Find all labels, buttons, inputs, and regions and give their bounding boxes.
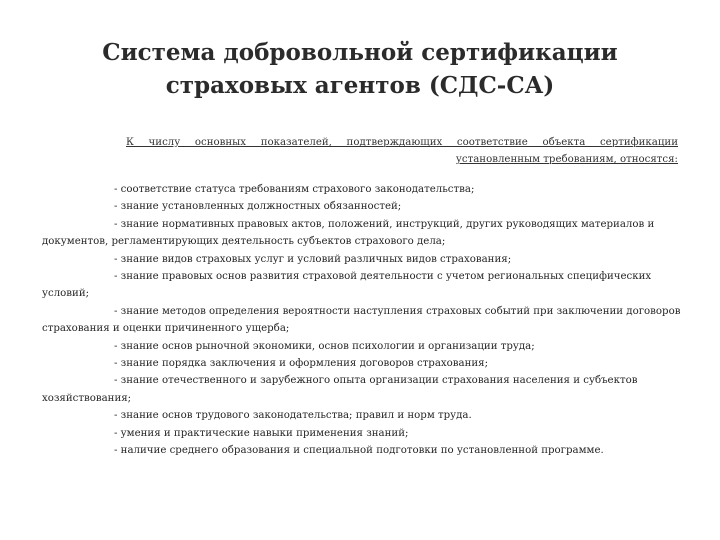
slide-title-line-1: Система добровольной сертификации (102, 39, 618, 66)
list-item: - соответствие статуса требованиям страхового законодательства; (114, 184, 475, 195)
list-item: - умения и практические навыки применения знаний; (114, 427, 409, 439)
list-item: - знание методов определения вероятности наступления страховых событий при заключении договоров страхования и оценки причиненного ущерба; (42, 305, 681, 335)
list-item: - знание порядка заключения и оформления договоров страхования; (114, 358, 489, 370)
list-item: - знание установленных должностных обязанностей; (114, 201, 402, 213)
list-item: - наличие среднего образования и специальной подготовки по установленной программе. (114, 445, 604, 457)
list-item: - знание видов страховых услуг и условий различных видов страхования; (114, 253, 512, 265)
list-item: - знание основ рыночной экономики, основ психологии и организации труда; (114, 340, 535, 352)
list-item: - знание основ трудового законодательства; правил и норм труда. (114, 410, 472, 422)
list-item: - знание нормативных правовых актов, положений, инструкций, других руководящих материалов и документов, регламентирующих деятельность субъектов страхового дела; (42, 218, 655, 248)
list-item: - знание правовых основ развития страховой деятельности с учетом региональных специфических условий; (42, 271, 652, 300)
intro-text: К числу основных показателей, подтверждающих соответствие объекта сертификации установленным требованиям, относятся: (126, 137, 678, 165)
requirements-list (42, 181, 682, 460)
slide-title-line-2: страховых агентов (СДС-СА) (165, 72, 555, 99)
slide-title (40, 36, 680, 102)
list-item: - знание отечественного и зарубежного опыта организации страхования населения и субъектов хозяйствования; (42, 375, 638, 404)
